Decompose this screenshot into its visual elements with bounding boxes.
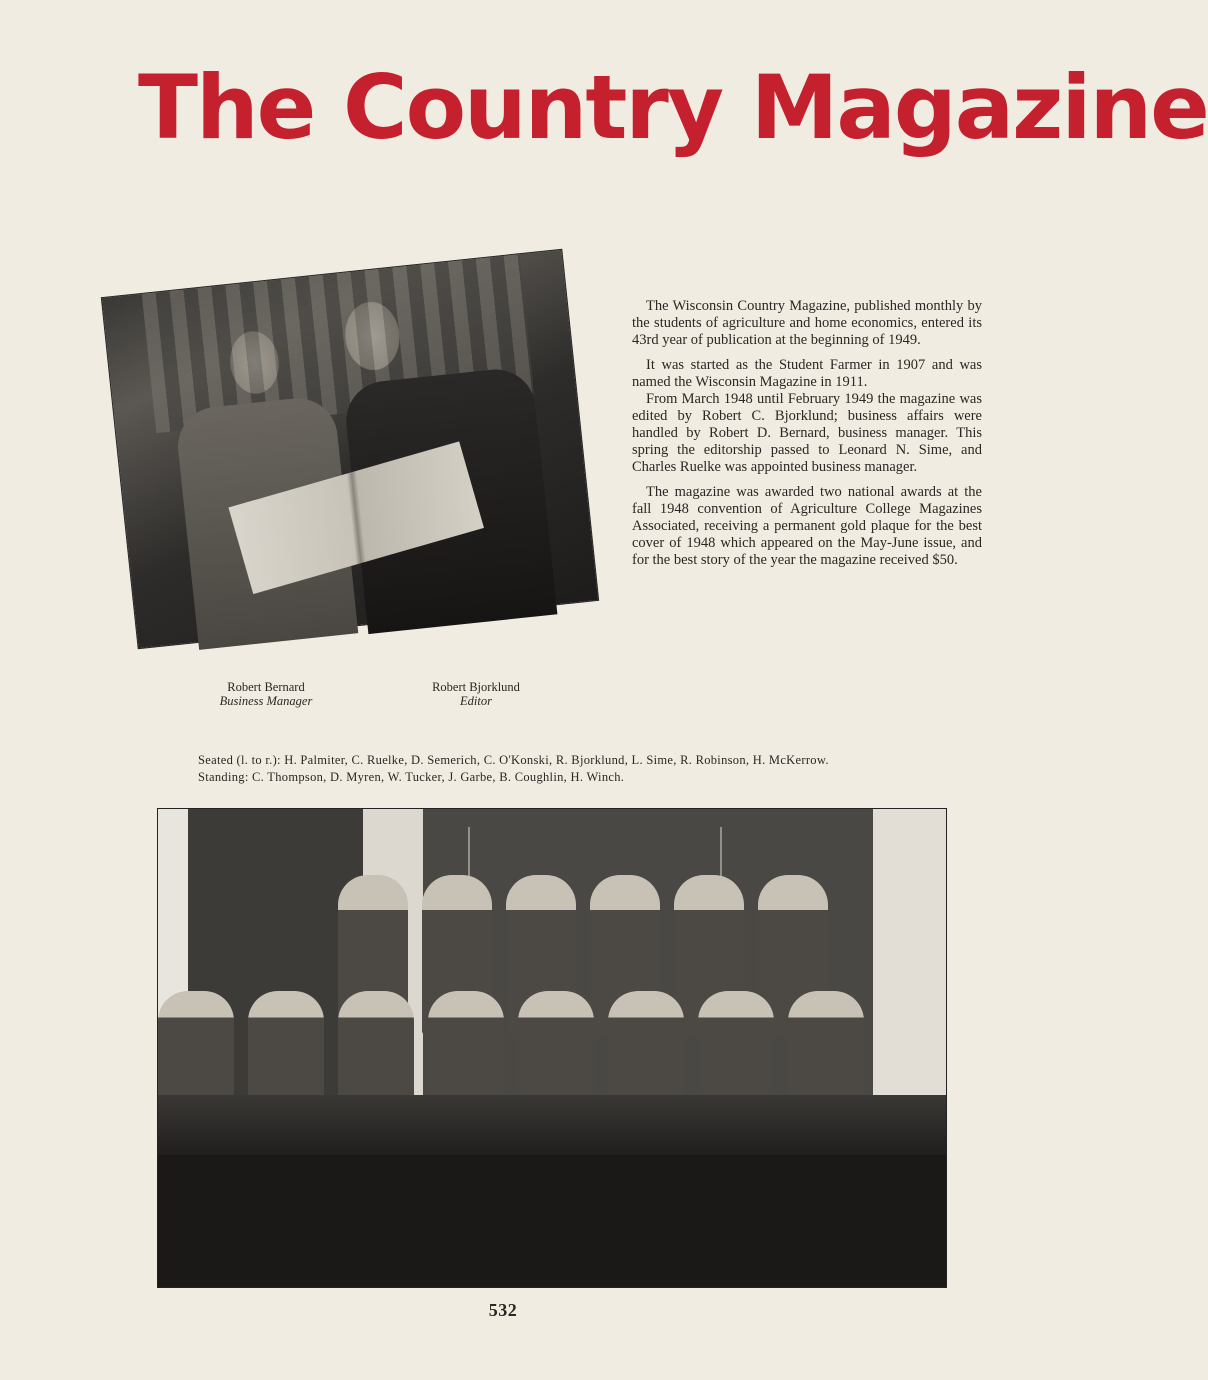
seated-person <box>698 991 774 1111</box>
seated-person <box>428 991 504 1111</box>
photo-table <box>158 1095 946 1155</box>
seated-person <box>248 991 324 1111</box>
article-paragraph: It was started as the Student Farmer in 1907 and was named the Wisconsin Magazine in 1911. <box>632 357 982 390</box>
caption-robert-bernard <box>196 680 336 708</box>
page-number: 532 <box>488 1300 518 1320</box>
caption-name: Robert Bjorklund <box>432 680 520 694</box>
page-title: The Country Magazine <box>138 56 1208 159</box>
seated-caption: Seated (l. to r.): H. Palmiter, C. Ruelke, D. Semerich, C. O'Konski, R. Bjorklund, L. Sime, R. Robinson, H. McKerrow. <box>198 753 829 767</box>
article-paragraph: From March 1948 until February 1949 the magazine was edited by Robert C. Bjorklund; business affairs were handled by Robert D. Bernard, business manager. This spring the editorship passed to Leonard N. Sime, and Charles Ruelke was appointed business manager. <box>632 391 982 475</box>
article-body <box>632 298 982 577</box>
seated-person <box>518 991 594 1111</box>
caption-role: Business Manager <box>219 694 313 708</box>
article-paragraph: The magazine was awarded two national awards at the fall 1948 convention of Agriculture College Magazines Associated, receiving a permanent gold plaque for the best cover of 1948 which appeared on the May-June issue, and for the best story of the year the magazine received $50. <box>632 484 982 568</box>
caption-role: Editor <box>460 694 492 708</box>
seated-person <box>158 991 234 1111</box>
seated-row <box>158 991 864 1111</box>
caption-name: Robert Bernard <box>227 680 305 694</box>
editor-and-business-manager-photo <box>101 249 599 650</box>
seated-person <box>788 991 864 1111</box>
seated-person <box>338 991 414 1111</box>
staff-group-photo <box>157 808 947 1288</box>
group-photo-caption <box>198 752 918 786</box>
article-paragraph: The Wisconsin Country Magazine, published monthly by the students of agriculture and home economics, entered its 43rd year of publication at the beginning of 1949. <box>632 298 982 348</box>
standing-caption: Standing: C. Thompson, D. Myren, W. Tucker, J. Garbe, B. Coughlin, H. Winch. <box>198 770 625 784</box>
seated-person <box>608 991 684 1111</box>
caption-robert-bjorklund <box>406 680 546 708</box>
